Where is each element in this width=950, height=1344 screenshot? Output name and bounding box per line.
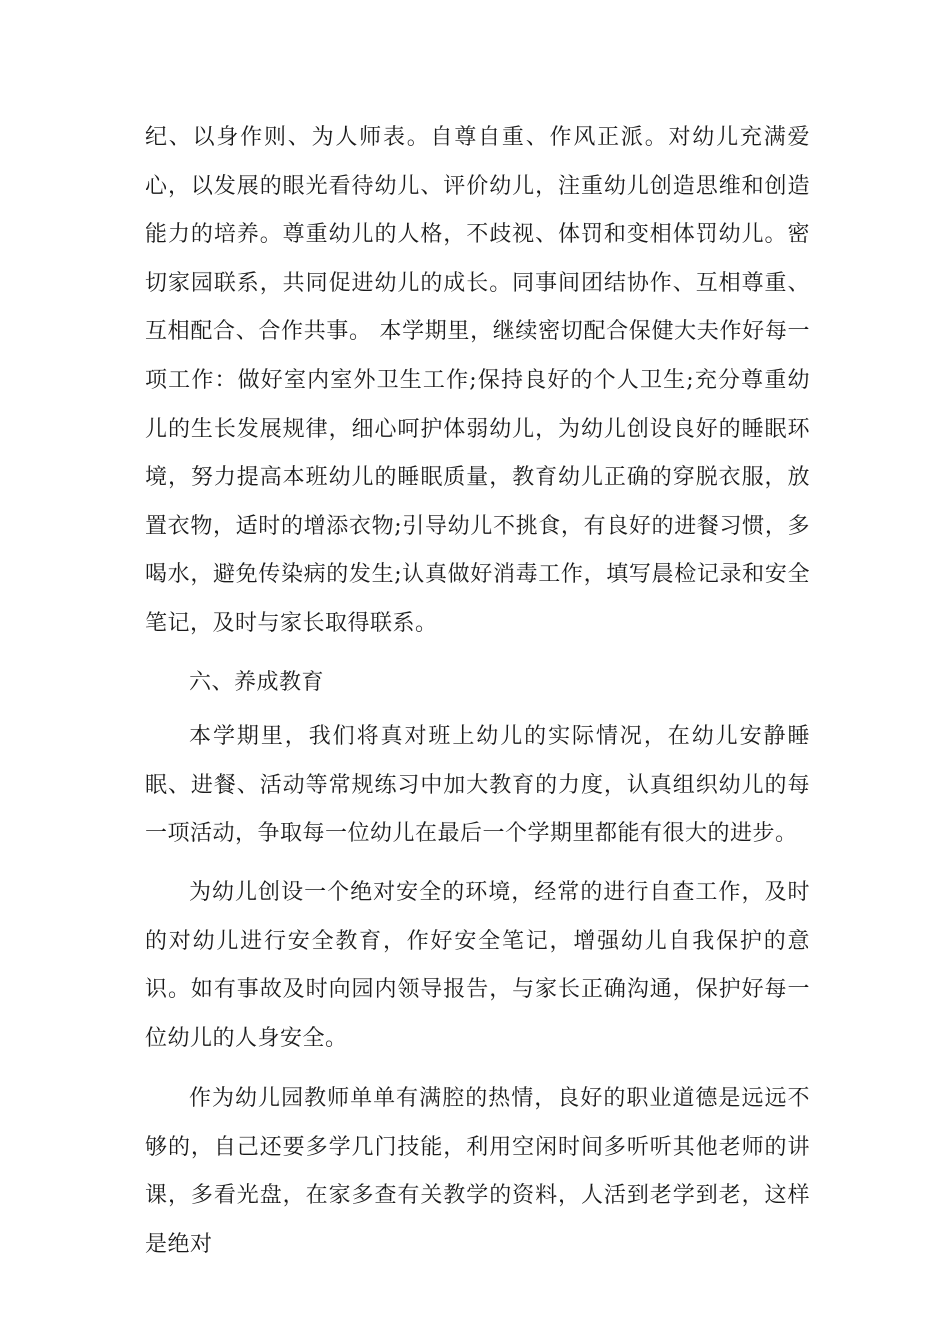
paragraph-continued: 纪、以身作则、为人师表。自尊自重、作风正派。对幼儿充满爱心，以发展的眼光看待幼儿、评价幼儿，注重幼儿创造思维和创造能力的培养。尊重幼儿的人格，不歧视、体罚和变相体罚幼儿。密切家园联系，共同促进幼儿的成长。同事间团结协作、互相尊重、互相配合、合作共事。 本学期里，继续密切配合保健大夫作好每一项工作：做好室内室外卫生工作;保持良好的个人卫生;充分尊重幼儿的生长发展规律，细心呵护体弱幼儿，为幼儿创设良好的睡眠环境，努力提高本班幼儿的睡眠质量，教育幼儿正确的穿脱衣服，放置衣物，适时的增添衣物;引导幼儿不挑食，有良好的进餐习惯，多喝水，避免传染病的发生;认真做好消毒工作，填写晨检记录和安全笔记，及时与家长取得联系。 xyxy=(145,125,810,636)
document-body xyxy=(145,114,810,1270)
paragraph: 本学期里，我们将真对班上幼儿的实际情况，在幼儿安静睡眠、进餐、活动等常规练习中加大教育的力度，认真组织幼儿的每一项活动，争取每一位幼儿在最后一个学期里都能有很大的进步。 xyxy=(145,724,810,847)
section-heading: 六、养成教育 xyxy=(189,669,325,695)
paragraph: 为幼儿创设一个绝对安全的环境，经常的进行自查工作，及时的对幼儿进行安全教育，作好安全笔记，增强幼儿自我保护的意识。如有事故及时向园内领导报告，与家长正确沟通，保护好每一位幼儿的人身安全。 xyxy=(145,879,810,1051)
paragraph: 作为幼儿园教师单单有满腔的热情，良好的职业道德是远远不够的，自己还要多学几门技能，利用空闲时间多听听其他老师的讲课，多看光盘，在家多查有关教学的资料，人活到老学到老，这样是绝对 xyxy=(145,1086,810,1258)
